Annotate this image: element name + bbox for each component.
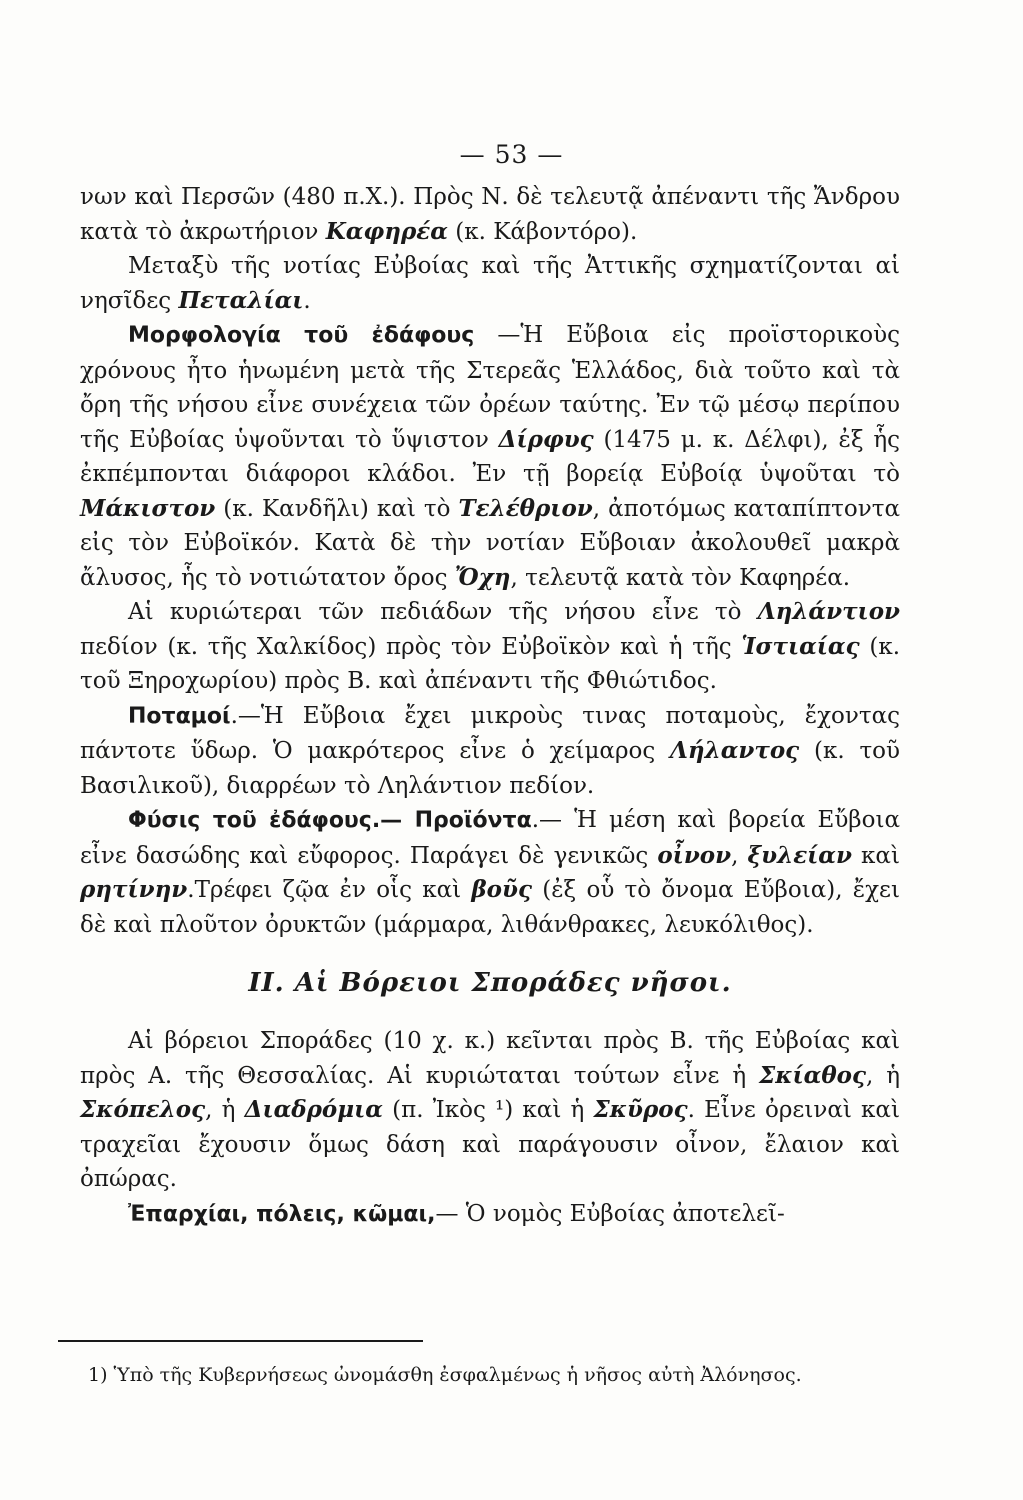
term-vous: βοῦς <box>471 876 532 903</box>
term-xyleian: ξυλείαν <box>747 841 852 869</box>
paragraph-sporades: Αἱ βόρειοι Σποράδες (10 χ. κ.) κεῖνται πρὸς Β. τῆς Εὐβοίας καὶ πρὸς Α. τῆς Θεσσαλίας. Αἱ κυριώταται τούτων εἶνε ἡ Σκίαθος, ἡ Σκόπελος, ἡ Διαδρόμια (π. Ἰκὸς ¹) καὶ ἡ Σκῦρος. Εἶνε ὀρειναὶ καὶ τραχεῖαι ἔχουσιν ὅμως δάση καὶ παράγουσιν οἶνον, ἔλαιον καὶ ὀπώρας. <box>80 1028 900 1192</box>
term-kafireas: Καφηρέα <box>325 217 448 245</box>
term-lilantos: Λήλαντος <box>670 737 800 764</box>
term-dirfys: Δίρφυς <box>498 425 594 453</box>
term-ochi: Ὄχη <box>454 563 511 591</box>
term-diadromia: Διαδρόμια <box>244 1096 383 1123</box>
term-istiaias: Ἱστιαίας <box>741 632 860 660</box>
term-telethrion: Τελέθριον <box>458 494 593 522</box>
term-makiston: Μάκιστον <box>80 494 216 522</box>
footnote-divider <box>58 1340 423 1342</box>
term-skiathos: Σκίαθος <box>759 1061 867 1089</box>
paragraph-products: Φύσις τοῦ ἐδάφους.— Προϊόντα.— Ἡ μέση καὶ βορεία Εὔβοια εἶνε δασώδης καὶ εὔφορος. Παράγει δὲ γενικῶς οἶνον, ξυλείαν καὶ ρητίνην.Τρέφει ζῷα ἐν οἷς καὶ βοῦς (ἐξ οὗ τὸ ὄνομα Εὔβοια), ἔχει δὲ καὶ πλοῦτον ὀρυκτῶν (μάρμαρα, λιθάνθρακες, λευκόλιθος). <box>80 807 900 938</box>
term-skyros: Σκῦρος <box>593 1096 688 1123</box>
section-title: ΙΙ. Αἱ Βόρειοι Σποράδες νῆσοι. <box>248 968 732 998</box>
term-petaliai: Πεταλίαι <box>178 286 304 314</box>
heading-products: Φύσις τοῦ ἐδάφους.— Προϊόντα <box>128 808 532 833</box>
paragraph-provinces: Ἐπαρχίαι, πόλεις, κῶμαι,— Ὁ νομὸς Εὐβοίας ἀποτελεῖ- <box>128 1200 785 1227</box>
term-skopelos: Σκόπελος <box>80 1096 206 1123</box>
term-lilantion: Ληλάντιον <box>757 598 900 625</box>
body-text <box>80 180 900 1232</box>
footnote: 1) Ὑπὸ τῆς Κυβερνήσεως ὠνομάσθη ἐσφαλμένως ἡ νῆσος αὐτὴ Ἀλόνησος. <box>88 1364 802 1386</box>
term-ritinin: ρητίνην <box>80 876 188 903</box>
paragraph-andros: νων καὶ Περσῶν (480 π.Χ.). Πρὸς Ν. δὲ τελευτᾷ ἀπέναντι τῆς Ἄνδρου κατὰ τὸ ἀκρωτήριον Καφηρέα (κ. Κάβοντόρο). <box>80 184 900 245</box>
heading-rivers: Ποταμοί <box>128 703 231 729</box>
page-number: — 53 — <box>459 140 564 169</box>
paragraph-morphology: Μορφολογία τοῦ ἐδάφους —Ἡ Εὔβοια εἰς προϊστορικοὺς χρόνους ἦτο ἡνωμένη μετὰ τῆς Στερεᾶς Ἑλλάδος, διὰ τοῦτο καὶ τὰ ὄρη τῆς νήσου εἶνε συνέχεια τῶν ὀρέων ταύτης. Ἐν τῷ μέσῳ περίπου τῆς Εὐβοίας ὑψοῦνται τὸ ὕψιστον Δίρφυς (1475 μ. κ. Δέλφι), ἐξ ἧς ἐκπέμπονται διάφοροι κλάδοι. Ἐν τῇ βορείᾳ Εὐβοίᾳ ὑψοῦται τὸ Μάκιστον (κ. Κανδῆλι) καὶ τὸ Τελέθριον, ἀποτόμως καταπίπτοντα εἰς τὸν Εὐβοϊκόν. Κατὰ δὲ τὴν νοτίαν Εὔβοιαν ἀκολουθεῖ μακρὰ ἄλυσος, ἧς τὸ νοτιώτατον ὄρος Ὄχη, τελευτᾷ κατὰ τὸν Καφηρέα. <box>80 322 900 591</box>
term-oinon: οἶνον <box>657 841 732 869</box>
paragraph-plains: Αἱ κυριώτεραι τῶν πεδιάδων τῆς νήσου εἶνε τὸ Ληλάντιον πεδίον (κ. τῆς Χαλκίδος) πρὸς τὸν Εὐβοϊκὸν καὶ ἡ τῆς Ἱστιαίας (κ. τοῦ Ξηροχωρίου) πρὸς Β. καὶ ἀπέναντι τῆς Φθιώτιδος. <box>80 598 900 694</box>
heading-morphology: Μορφολογία τοῦ ἐδάφους <box>128 323 475 348</box>
paragraph-rivers: Ποταμοί.—Ἡ Εὔβοια ἔχει μικροὺς τινας ποταμοὺς, ἔχοντας πάντοτε ὕδωρ. Ὁ μακρότερος εἶνε ὁ χείμαρος Λήλαντος (κ. τοῦ Βασιλικοῦ), διαρρέων τὸ Ληλάντιον πεδίον. <box>80 702 900 799</box>
paragraph-petaliai: Μεταξὺ τῆς νοτίας Εὐβοίας καὶ τῆς Ἀττικῆς σχηματίζονται αἱ νησῖδες Πεταλίαι. <box>80 253 900 314</box>
heading-provinces: Ἐπαρχίαι, πόλεις, κῶμαι, <box>128 1201 436 1227</box>
